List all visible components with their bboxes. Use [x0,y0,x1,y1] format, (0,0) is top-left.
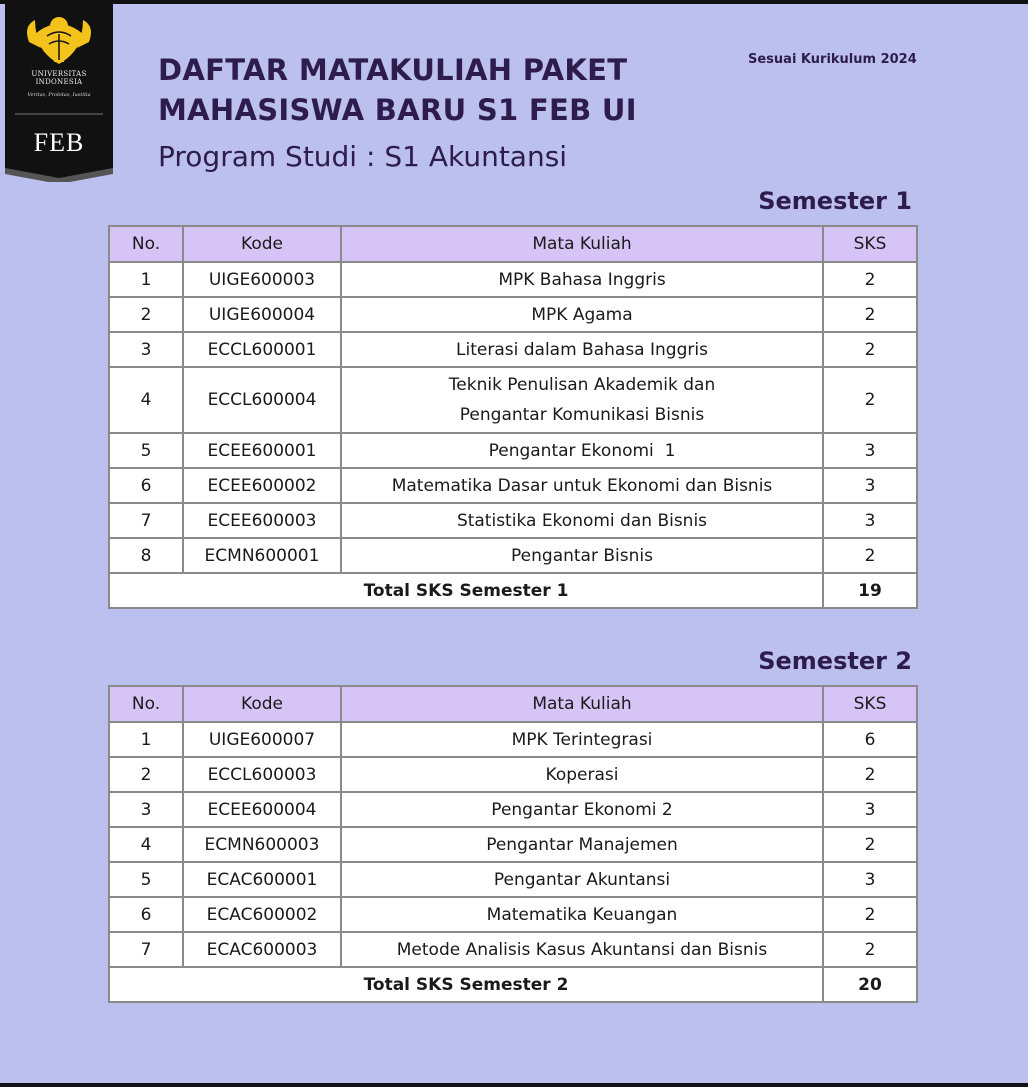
table-row [109,332,917,367]
cell-mata-kuliah-line-2: Pengantar Komunikasi Bisnis [459,405,705,425]
cell-sks: 3 [823,862,917,897]
cell-no: 7 [109,503,183,538]
cell-kode: ECCL600003 [183,757,341,792]
column-header-kode: Kode [183,686,341,722]
cell-no: 3 [109,792,183,827]
cell-sks: 2 [823,367,917,433]
cell-kode: ECMN600001 [183,538,341,573]
column-header-mata-kuliah: Mata Kuliah [341,686,823,722]
cell-kode: ECMN600003 [183,827,341,862]
cell-no: 4 [109,827,183,862]
table-row [109,932,917,967]
table-row [109,757,917,792]
column-header-mata-kuliah: Mata Kuliah [341,226,823,262]
cell-sks: 3 [823,503,917,538]
cell-sks: 2 [823,897,917,932]
table-row [109,433,917,468]
semester-2-heading: Semester 2 [758,647,912,675]
cell-sks: 2 [823,827,917,862]
cell-kode: UIGE600004 [183,297,341,332]
cell-kode: ECAC600003 [183,932,341,967]
cell-no: 5 [109,433,183,468]
title-line-1: DAFTAR MATAKULIAH PAKET [158,53,628,87]
semester-1-table [108,225,918,609]
cell-mata-kuliah-line-1: Teknik Penulisan Akademik dan [448,375,716,395]
cell-no: 6 [109,468,183,503]
cell-mata-kuliah: MPK Bahasa Inggris [341,262,823,297]
cell-kode: ECCL600001 [183,332,341,367]
page-title [158,50,718,130]
column-header-no: No. [109,226,183,262]
cell-mata-kuliah: Statistika Ekonomi dan Bisnis [341,503,823,538]
cell-mata-kuliah [341,367,823,433]
top-border [0,0,1028,4]
table-header-row [109,686,917,722]
cell-no: 3 [109,332,183,367]
cell-no: 1 [109,262,183,297]
table-row [109,468,917,503]
cell-kode: ECEE600004 [183,792,341,827]
cell-no: 8 [109,538,183,573]
cell-no: 1 [109,722,183,757]
table-header-row [109,226,917,262]
table-row [109,297,917,332]
total-row [109,967,917,1002]
column-header-sks: SKS [823,226,917,262]
title-line-2: MAHASISWA BARU S1 FEB UI [158,93,637,127]
cell-sks: 3 [823,792,917,827]
table-row [109,538,917,573]
cell-mata-kuliah: Pengantar Ekonomi 2 [341,792,823,827]
cell-sks: 2 [823,538,917,573]
cell-mata-kuliah: Literasi dalam Bahasa Inggris [341,332,823,367]
cell-sks: 6 [823,722,917,757]
cell-kode: ECCL600004 [183,367,341,433]
cell-mata-kuliah: Pengantar Akuntansi [341,862,823,897]
cell-no: 2 [109,297,183,332]
cell-kode: ECEE600003 [183,503,341,538]
cell-kode: ECAC600002 [183,897,341,932]
table-row [109,897,917,932]
cell-kode: ECAC600001 [183,862,341,897]
cell-mata-kuliah: Pengantar Bisnis [341,538,823,573]
cell-kode: UIGE600007 [183,722,341,757]
total-row [109,573,917,608]
university-motto: Veritas, Probitas, Iustitia [27,92,91,98]
cell-sks: 2 [823,757,917,792]
table-row [109,862,917,897]
cell-kode: ECEE600001 [183,433,341,468]
cell-kode: ECEE600002 [183,468,341,503]
cell-no: 2 [109,757,183,792]
column-header-sks: SKS [823,686,917,722]
cell-mata-kuliah: Matematika Keuangan [341,897,823,932]
cell-no: 4 [109,367,183,433]
table-row [109,827,917,862]
cell-sks: 2 [823,332,917,367]
university-name: UNIVERSITAS INDONESIA [31,70,87,86]
total-sks: 19 [823,573,917,608]
total-sks: 20 [823,967,917,1002]
cell-no: 5 [109,862,183,897]
cell-sks: 3 [823,468,917,503]
cell-no: 6 [109,897,183,932]
cell-mata-kuliah: Metode Analisis Kasus Akuntansi dan Bisnis [341,932,823,967]
cell-mata-kuliah: Pengantar Manajemen [341,827,823,862]
cell-mata-kuliah: Koperasi [341,757,823,792]
semester-1-heading: Semester 1 [758,187,912,215]
feb-ui-logo-badge [5,4,113,182]
cell-mata-kuliah: MPK Agama [341,297,823,332]
cell-sks: 3 [823,433,917,468]
cell-mata-kuliah: Matematika Dasar untuk Ekonomi dan Bisnis [341,468,823,503]
bottom-border [0,1083,1028,1087]
program-subtitle: Program Studi : S1 Akuntansi [158,140,568,173]
column-header-kode: Kode [183,226,341,262]
total-label: Total SKS Semester 2 [109,967,823,1002]
faculty-label: FEB [33,128,85,157]
cell-sks: 2 [823,932,917,967]
table-row [109,722,917,757]
cell-sks: 2 [823,297,917,332]
semester-2-table [108,685,918,1003]
table-row [109,503,917,538]
cell-sks: 2 [823,262,917,297]
total-label: Total SKS Semester 1 [109,573,823,608]
cell-no: 7 [109,932,183,967]
curriculum-note: Sesuai Kurikulum 2024 [748,52,917,67]
column-header-no: No. [109,686,183,722]
cell-mata-kuliah: MPK Terintegrasi [341,722,823,757]
table-row [109,262,917,297]
cell-mata-kuliah: Pengantar Ekonomi 1 [341,433,823,468]
table-row [109,792,917,827]
table-row [109,367,917,433]
cell-kode: UIGE600003 [183,262,341,297]
